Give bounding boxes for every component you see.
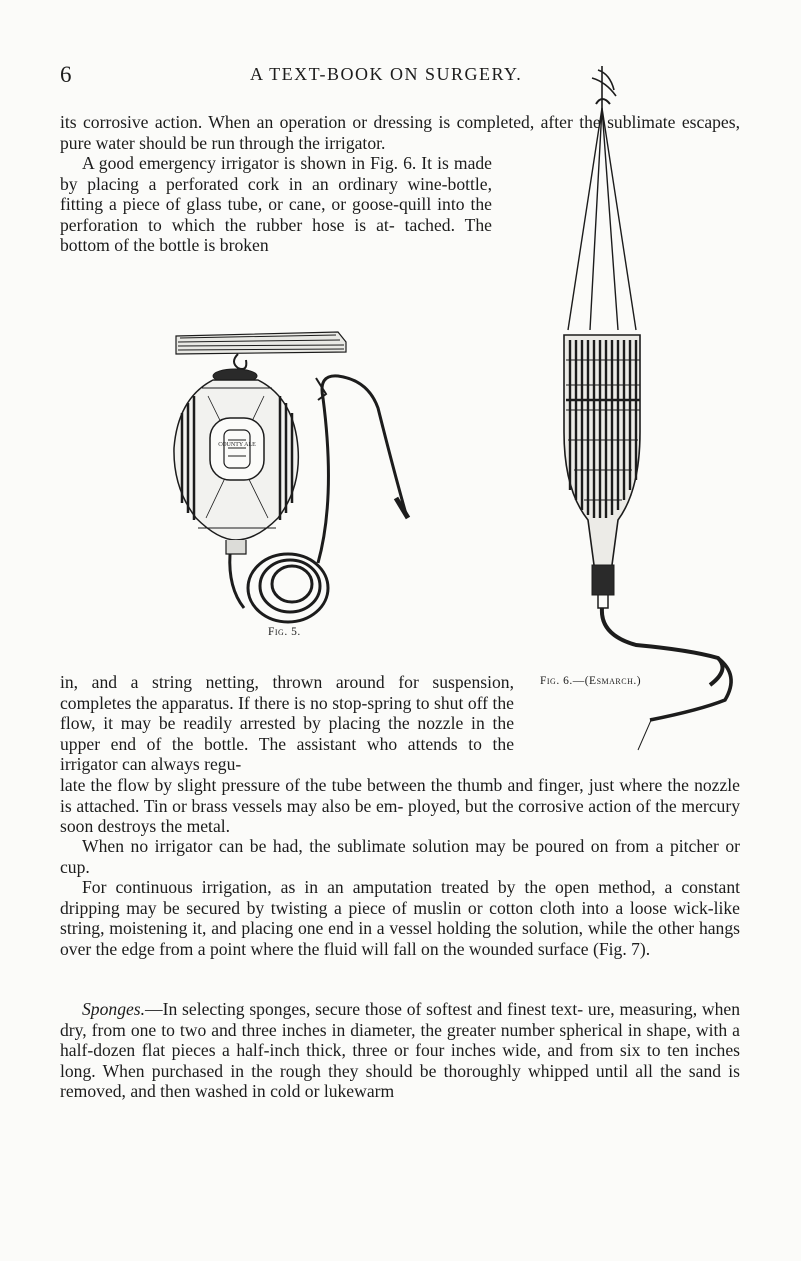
paragraph-string-netting: in, and a string netting, thrown around for suspension, completes the apparatus. If there is no stop-spring to shut off the flow, it may be readily arrested by placing the nozzle in the upper end of the bottle. The assistant who attends to the irrigator can always regu- [60, 672, 514, 774]
paragraph-continuous-irrigation: For continuous irrigation, as in an amputation treated by the open method, a constant dripping may be secured by twisting a piece of muslin or cotton cloth into a loose wick-like string, moistening it, and placing one end in a vessel holding the solution, while the other hangs over the edge from a point where the fluid will fall on the wounded surface (Fig. 7). [60, 877, 740, 959]
page-number: 6 [60, 62, 72, 87]
paragraph-no-irrigator: When no irrigator can be had, the sublimate solution may be poured on from a pitcher or cup. [60, 836, 740, 877]
running-title: A TEXT-BOOK ON SURGERY. [250, 64, 523, 84]
paragraph-corrosive-action: its corrosive action. When an operation or dressing is completed, after the sublimate escapes, pure water should be run through the irrigator. [60, 112, 740, 153]
paragraph-flow-regulation: late the flow by slight pressure of the tube between the thumb and finger, just where the nozzle is attached. Tin or brass vessels may also be em- ployed, but the corrosive action of the mercury soon destroys the metal. [60, 775, 740, 836]
sponges-text: —In selecting sponges, secure those of softest and finest text- ure, measuring, when dry, from one to two and three inches in diameter, the greater number spherical in shape, with a half-dozen flat pieces a half-inch thick, three or four inches wide, and from six to ten inches long. When purchased in the rough they should be thoroughly whipped until all the sand is removed, and then washed in cold or lukewarm [60, 999, 740, 1101]
paragraph-sponges [60, 999, 740, 1102]
figure-6-illustration [540, 60, 745, 685]
figure-5-illustration [168, 318, 413, 638]
figure-5-caption: Fig. 5. [268, 626, 301, 638]
figure-6-caption: Fig. 6.—(Esmarch.) [540, 675, 642, 687]
sponges-heading: Sponges. [82, 999, 146, 1019]
fig5-plate-text: COUNTY ALE [218, 442, 256, 448]
paragraph-emergency-irrigator-intro: A good emergency irrigator is shown in Fig. 6. It is made by placing a perforated cork in an ordinary wine-bottle, fitting a piece of glass tube, or cane, or goose-quill into the perforation to which the rubber hose is at- tached. The bottom of the bottle is broken [60, 153, 492, 255]
